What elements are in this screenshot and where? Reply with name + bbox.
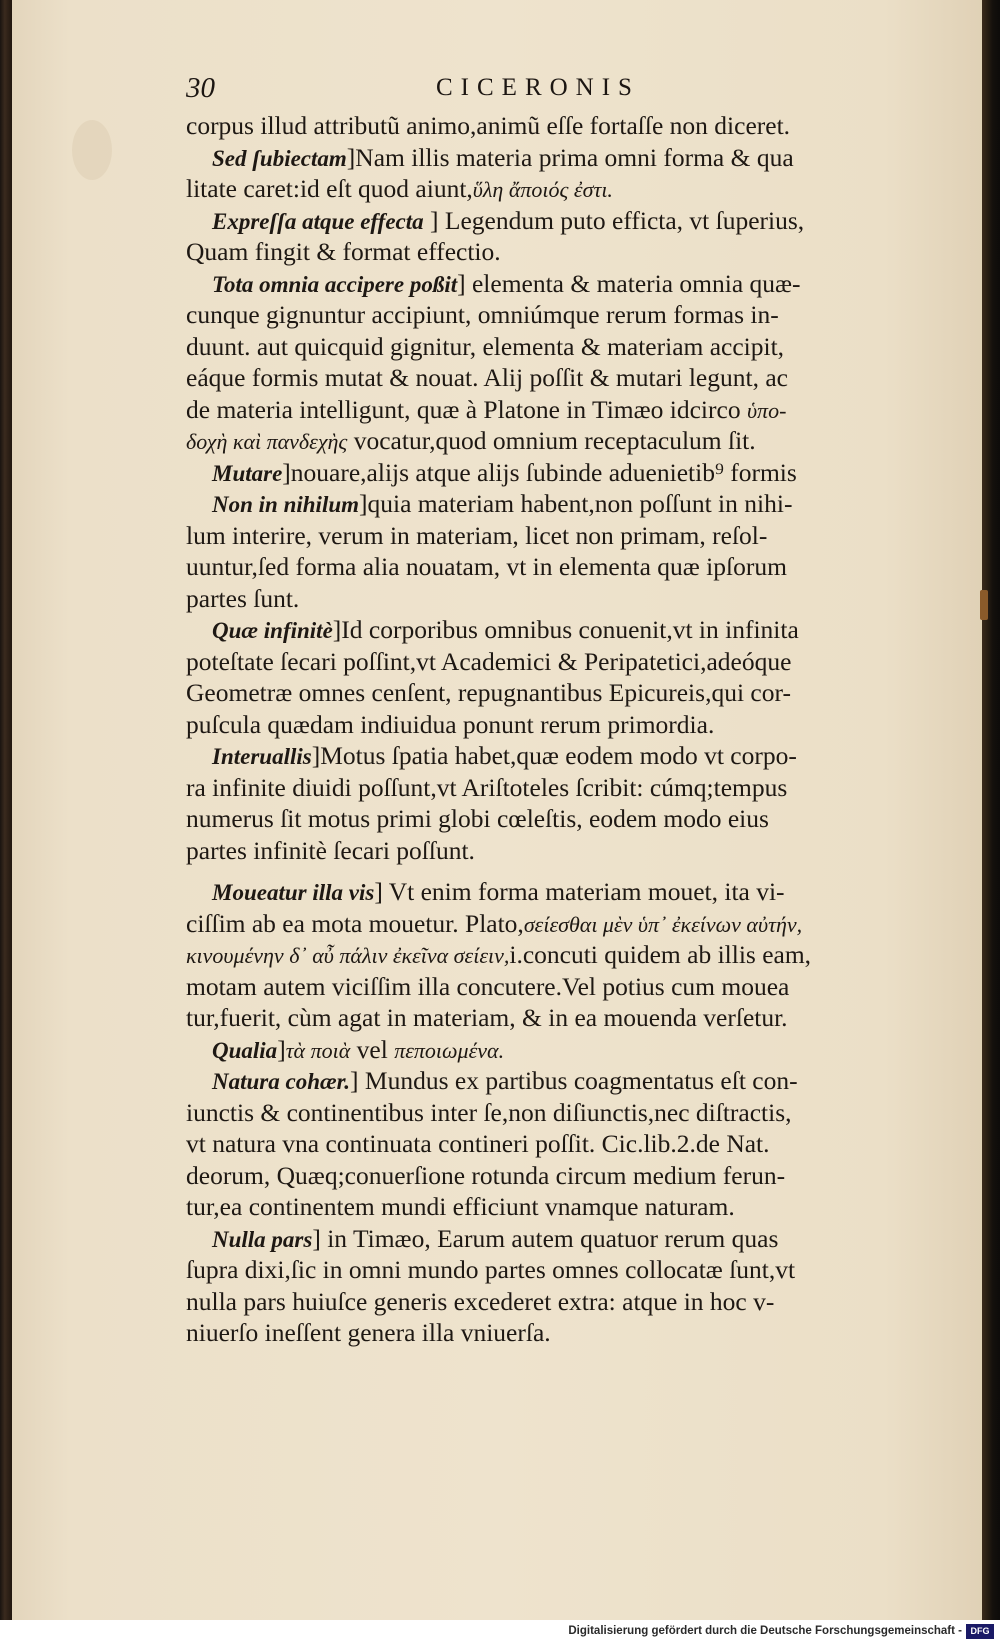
text-segment: ] xyxy=(277,1034,286,1064)
text-line xyxy=(186,772,928,804)
lemma-heading: Interuallis xyxy=(212,744,312,769)
lemma-heading: Sed ſubiectam xyxy=(212,145,347,171)
text-segment: ]Motus ſpatia habet,quæ eodem modo vt corpo- xyxy=(311,741,797,770)
page-number: 30 xyxy=(186,72,215,104)
text-segment: i.concuti quidem ab illis eam, xyxy=(509,940,812,969)
book-left-edge xyxy=(0,0,12,1620)
text-segment: de materia intelligunt, quæ à Platone in Timæo idcirco xyxy=(186,394,747,424)
page-header xyxy=(186,72,926,112)
text-line xyxy=(186,1002,928,1034)
text-segment: ra infinite diuidi poſſunt,vt Ariſtoteles ſcribit: cúmq;tempus xyxy=(186,772,788,802)
text-segment: duunt. aut quicquid gignitur, elementa & materiam accipit, xyxy=(186,331,785,361)
text-line xyxy=(186,173,928,205)
paragraph-gap xyxy=(186,866,928,876)
text-segment: ] elementa & materia omnia quæ- xyxy=(457,268,801,298)
commentary-text xyxy=(186,110,928,1349)
text-line xyxy=(186,876,928,908)
text-line xyxy=(186,110,928,142)
text-line xyxy=(186,142,928,174)
greek-quotation: σείεσθαι μὲν ὑπ᾽ ἐκείνων αὐτήν, xyxy=(523,911,803,937)
text-line xyxy=(186,551,928,583)
text-segment: ] Mundus ex partibus coagmentatus eſt con- xyxy=(350,1066,798,1095)
text-segment: vel xyxy=(350,1034,395,1064)
text-line xyxy=(186,1223,928,1255)
lemma-heading: Mutare xyxy=(212,460,283,486)
text-line xyxy=(186,1128,928,1160)
text-segment: cunque gignuntur accipiunt, omniúmque rerum formas in- xyxy=(186,300,779,329)
dfg-logo: DFG xyxy=(966,1624,994,1639)
text-line xyxy=(186,1191,928,1223)
text-line xyxy=(186,646,928,678)
text-segment: iunctis & continentibus inter ſe,non diſiunctis,nec diſtractis, xyxy=(186,1097,792,1127)
text-segment: lum interire, verum in materiam, licet non primam, reſol- xyxy=(186,520,768,550)
text-segment: ciſſim ab ea mota mouetur. Plato, xyxy=(186,908,524,938)
text-line xyxy=(186,236,928,268)
text-line xyxy=(186,457,928,489)
text-line xyxy=(186,425,928,457)
greek-quotation: δοχὴ καὶ πανδεχὴς xyxy=(186,429,348,454)
text-segment: puſcula quædam indiuidua ponunt rerum primordia. xyxy=(186,709,715,739)
text-segment: poteſtate ſecari poſſint,vt Academici & Peripatetici,adeóque xyxy=(186,646,792,676)
digitization-footer xyxy=(0,1620,1000,1645)
text-line xyxy=(186,1097,928,1129)
text-segment: ] in Timæo, Earum autem quatuor rerum quas xyxy=(312,1223,779,1253)
text-line xyxy=(186,268,928,300)
text-segment: uuntur,ſed forma alia nouatam, vt in elementa quæ ipſorum xyxy=(186,552,787,581)
lemma-heading: Non in nihilum xyxy=(212,492,360,517)
text-segment: niuerſo ineſſent genera illa vniuerſa. xyxy=(186,1318,551,1347)
text-line xyxy=(186,299,928,331)
text-segment: ]quia materiam habent,non poſſunt in nihi- xyxy=(359,489,793,518)
text-line xyxy=(186,1065,928,1097)
text-line xyxy=(186,1317,928,1349)
lemma-heading: Nulla pars xyxy=(212,1226,313,1252)
text-line xyxy=(186,740,928,772)
text-line xyxy=(186,908,928,940)
lemma-heading: Expreſſa atque effecta xyxy=(212,208,424,234)
text-segment: Quam fingit & format effectio. xyxy=(186,237,501,266)
text-segment: partes ſunt. xyxy=(186,583,300,613)
text-line xyxy=(186,362,928,394)
lemma-heading: Qualia xyxy=(212,1037,278,1063)
text-segment: tur,ea continentem mundi efficiunt vnamque naturam. xyxy=(186,1192,735,1221)
paper-stain xyxy=(72,120,112,180)
text-line xyxy=(186,1160,928,1192)
text-segment: vocatur,quod omnium receptaculum ſit. xyxy=(347,426,756,455)
text-line xyxy=(186,939,928,971)
text-segment: deorum, Quæq;conuerſione rotunda circum medium ferun- xyxy=(186,1160,786,1190)
lemma-heading: Quæ infinitè xyxy=(212,618,333,643)
text-line xyxy=(186,1254,928,1286)
text-segment: nulla pars huiuſce generis excederet extra: atque in hoc v- xyxy=(186,1286,775,1316)
text-segment: corpus illud attributũ animo,animũ eſſe fortaſſe non diceret. xyxy=(186,111,791,140)
text-line xyxy=(186,394,928,426)
text-line xyxy=(186,520,928,552)
text-segment: numerus ſit motus primi globi cœleſtis, eodem modo eius xyxy=(186,804,769,833)
text-segment: litate caret:id eſt quod aiunt, xyxy=(186,174,473,203)
greek-quotation: κινουμένην δ᾽ αὖ πάλιν ἐκεῖνα σείειν, xyxy=(186,943,510,968)
text-segment: ſupra dixi,ſic in omni mundo partes omnes collocatæ ſunt,vt xyxy=(186,1255,796,1284)
text-segment: tur,fuerit, cùm agat in materiam, & in ea mouenda verſetur. xyxy=(186,1003,788,1032)
text-line xyxy=(186,205,928,237)
text-line xyxy=(186,677,928,709)
text-segment: ]Id corporibus omnibus conuenit,vt in infinita xyxy=(332,615,799,644)
text-line xyxy=(186,331,928,363)
text-segment: motam autem viciſſim illa concutere.Vel potius cum mouea xyxy=(186,971,790,1001)
text-line xyxy=(186,971,928,1003)
lemma-heading: Tota omnia accipere poßit xyxy=(212,271,458,297)
greek-quotation: πεποιωμένα. xyxy=(394,1037,505,1063)
text-line xyxy=(186,803,928,835)
greek-quotation: ὑπο- xyxy=(746,397,787,423)
greek-quotation: ὕλη ἄποιός ἐστι. xyxy=(472,177,613,202)
book-gutter xyxy=(982,0,1000,1620)
text-segment: partes infinitè ſecari poſſunt. xyxy=(186,835,475,865)
text-segment: ] Vt enim forma materiam mouet, ita vi- xyxy=(374,877,785,906)
text-line xyxy=(186,488,928,520)
text-segment: ]Nam illis materia prima omni forma & qua xyxy=(346,142,794,172)
text-segment: vt natura vna continuata contineri poſſit. Cic.lib.2.de Nat. xyxy=(186,1129,770,1158)
lemma-heading: Moueatur illa vis xyxy=(212,880,375,905)
text-line xyxy=(186,835,928,867)
running-head: CICERONIS xyxy=(436,74,640,101)
funding-credit: Digitalisierung gefördert durch die Deutsche Forschungsgemeinschaft - xyxy=(568,1625,962,1637)
text-segment: ]nouare,alijs atque alijs ſubinde aduenietib⁹ formis xyxy=(282,457,797,487)
text-segment: eáque formis mutat & nouat. Alij poſſit & mutari legunt, ac xyxy=(186,363,788,392)
text-line xyxy=(186,1286,928,1318)
greek-quotation: τὰ ποιὰ xyxy=(285,1037,351,1063)
text-segment: ] Legendum puto efficta, vt ſuperius, xyxy=(423,205,805,235)
text-line xyxy=(186,709,928,741)
text-line xyxy=(186,1034,928,1066)
text-line xyxy=(186,614,928,646)
text-line xyxy=(186,583,928,615)
page-tab-marker xyxy=(980,590,988,620)
text-segment: Geometræ omnes cenſent, repugnantibus Epicureis,qui cor- xyxy=(186,678,791,707)
lemma-heading: Natura cohær. xyxy=(212,1069,351,1094)
